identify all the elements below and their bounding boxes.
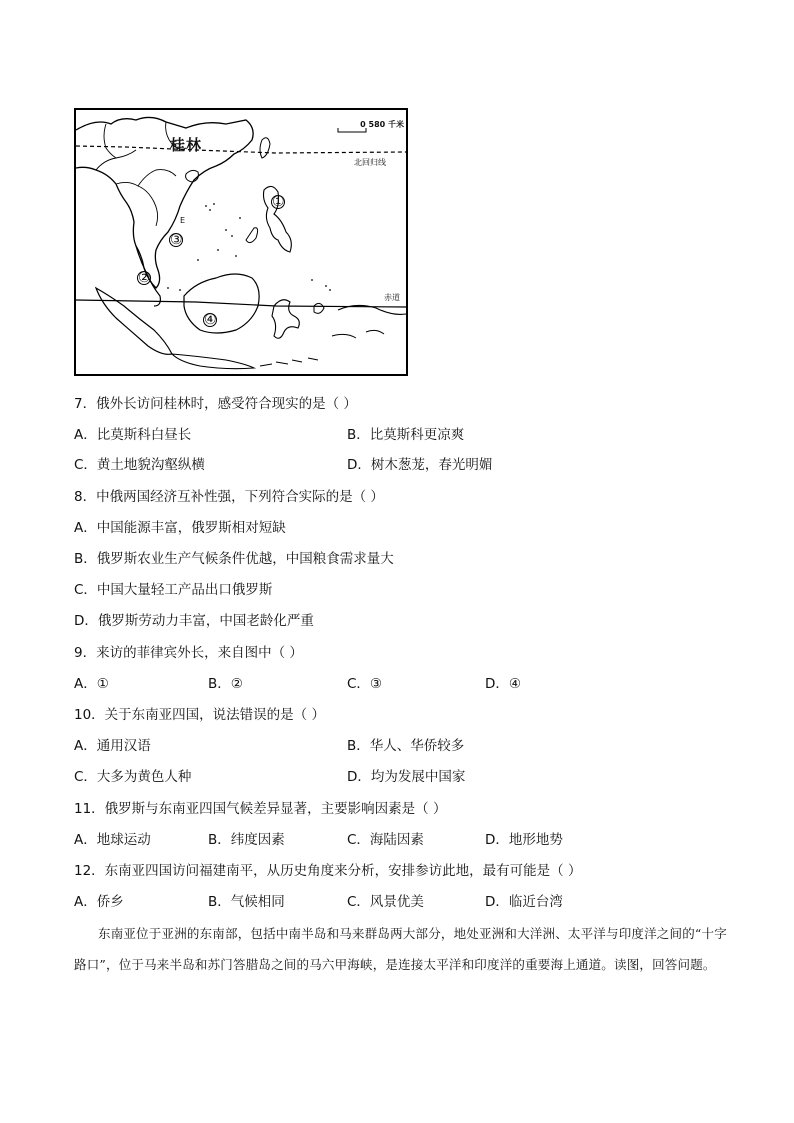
border-line <box>116 182 158 226</box>
question-8-option-d[interactable]: D．俄罗斯劳动力丰富，中国老龄化严重 <box>74 613 314 629</box>
question-12-option-b[interactable]: B．气候相同 <box>208 894 285 910</box>
question-12-stem: 12．东南亚四国访问福建南平，从历史角度来分析，安排参访此地，最有可能是（ ） <box>74 863 582 879</box>
question-8-option-c[interactable]: C．中国大量轻工产品出口俄罗斯 <box>74 582 273 598</box>
question-11-stem: 11．俄罗斯与东南亚四国气候差异显著，主要影响因素是（ ） <box>74 801 447 817</box>
question-9-option-a[interactable]: A．① <box>74 676 109 692</box>
question-10-stem: 10．关于东南亚四国，说法错误的是（ ） <box>74 707 325 723</box>
marker-3: ③ <box>170 232 183 248</box>
question-7-option-b[interactable]: B．比莫斯科更凉爽 <box>347 427 465 443</box>
tropic-label: 北回归线 <box>354 158 386 167</box>
question-10-option-d[interactable]: D．均为发展中国家 <box>347 769 466 785</box>
java-island <box>172 354 254 369</box>
marker-1: ① <box>272 194 285 210</box>
sunda-islands <box>260 358 318 366</box>
scale-label: 0 580 千米 <box>360 120 404 129</box>
banda-islands <box>332 330 384 338</box>
question-10-option-b[interactable]: B．华人、华侨较多 <box>347 738 465 754</box>
guilin-label: 桂林 <box>170 136 203 154</box>
equator-label: 赤道 <box>384 293 400 302</box>
southeast-asia-map <box>74 108 408 376</box>
question-9-option-c[interactable]: C．③ <box>347 676 383 692</box>
question-11-option-b[interactable]: B．纬度因素 <box>208 832 285 848</box>
border-line <box>96 150 136 170</box>
question-12-option-d[interactable]: D．临近台湾 <box>485 894 563 910</box>
question-9-option-b[interactable]: B．② <box>208 676 243 692</box>
question-12-option-a[interactable]: A．侨乡 <box>74 894 124 910</box>
question-7-stem: 7．俄外长访问桂林时，感受符合现实的是（ ） <box>74 396 357 412</box>
taiwan-island <box>260 138 270 158</box>
map-drawing <box>76 110 406 374</box>
reading-passage: 东南亚位于亚洲的东南部，包括中南半岛和马来群岛两大部分，地处亚洲和大洋洲、太平洋与印度洋之间的“十字路口”，位于马来半岛和苏门答腊岛之间的马六甲海峡，是连接太平洋和印度洋的重要海上通道。读图，回答问题。 <box>74 926 727 972</box>
question-7-option-a[interactable]: A．比莫斯科白昼长 <box>74 427 192 443</box>
question-10-option-c[interactable]: C．大多为黄色人种 <box>74 769 192 785</box>
mainland-coast <box>76 117 253 288</box>
small-islands <box>167 203 331 291</box>
marker-2: ② <box>138 270 151 286</box>
question-7-option-c[interactable]: C．黄土地貌沟壑纵横 <box>74 457 205 473</box>
question-11-option-c[interactable]: C．海陆因素 <box>347 832 424 848</box>
hainan-island <box>186 170 199 182</box>
question-7-option-d[interactable]: D．树木葱茏，春光明媚 <box>347 457 493 473</box>
question-8-stem: 8．中俄两国经济互补性强，下列符合实际的是（ ） <box>74 489 384 505</box>
border-line <box>138 170 176 186</box>
question-9-stem: 9．来访的菲律宾外长，来自图中（ ） <box>74 645 303 661</box>
tropic-line <box>76 146 406 153</box>
marker-4: ④ <box>204 312 217 328</box>
question-8-option-b[interactable]: B．俄罗斯农业生产气候条件优越，中国粮食需求量大 <box>74 551 394 567</box>
map-small-label: E <box>180 216 186 225</box>
question-11-option-a[interactable]: A．地球运动 <box>74 832 151 848</box>
question-12-option-c[interactable]: C．风景优美 <box>347 894 424 910</box>
philippines-islands <box>246 228 258 243</box>
border-line <box>104 124 116 158</box>
question-8-option-a[interactable]: A．中国能源丰富，俄罗斯相对短缺 <box>74 520 286 536</box>
question-10-option-a[interactable]: A．通用汉语 <box>74 738 151 754</box>
question-11-option-d[interactable]: D．地形地势 <box>485 832 563 848</box>
question-9-option-d[interactable]: D．④ <box>485 676 521 692</box>
moluccas-island <box>314 303 324 313</box>
